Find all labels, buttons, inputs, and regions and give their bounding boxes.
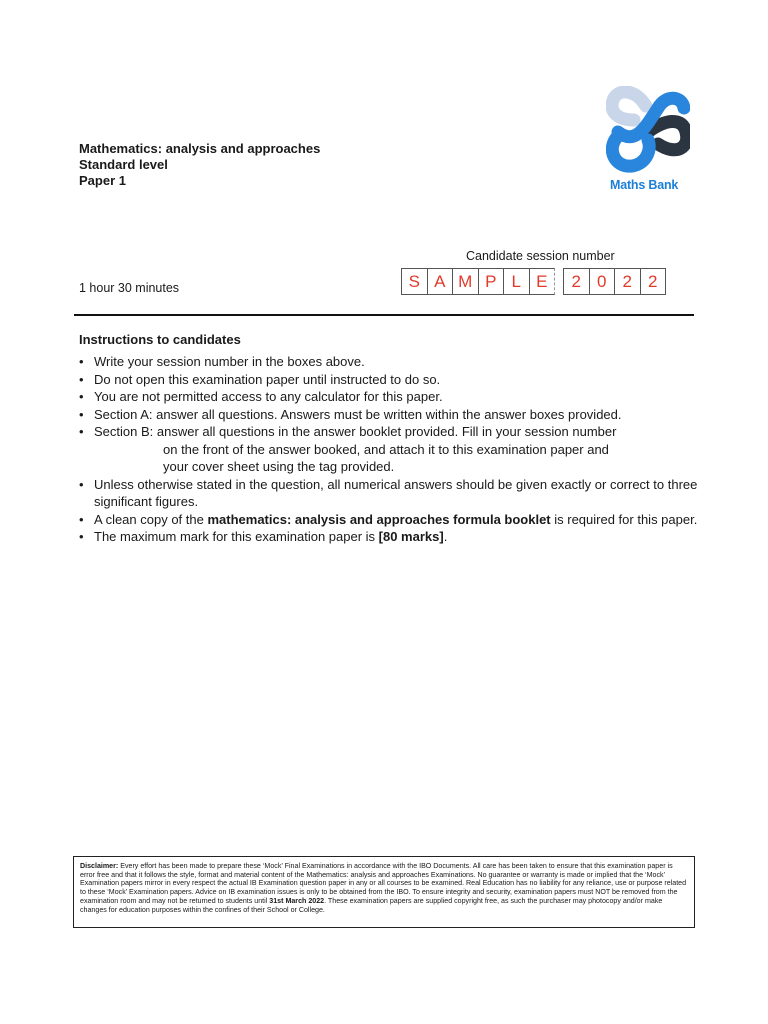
session-box: L (503, 268, 530, 295)
max-marks: [80 marks] (378, 529, 444, 544)
session-box: 0 (589, 268, 616, 295)
session-box: P (478, 268, 505, 295)
session-box: M (452, 268, 479, 295)
exam-duration: 1 hour 30 minutes (79, 281, 180, 295)
instruction-continuation: on the front of the answer booked, and attach it to this examination paper and (163, 441, 609, 457)
brand-name: Maths Bank (610, 178, 679, 192)
instructions-list (79, 353, 699, 546)
disclaimer-date: 31st March 2022 (269, 896, 325, 905)
session-box: 2 (640, 268, 667, 295)
instruction-item: • Section A: answer all questions. Answers must be written within the answer boxes provided. (79, 406, 699, 424)
session-number-boxes (401, 268, 665, 295)
session-box: 2 (614, 268, 641, 295)
instruction-item: • Write your session number in the boxes above. (79, 353, 699, 371)
instruction-item: • You are not permitted access to any calculator for this paper. (79, 388, 699, 406)
disclaimer-text: . These examination papers are supplied copyright free, as such the purchaser may photocopy and/or make changes for education purposes within the confines of their School or College. (80, 896, 663, 914)
disclaimer-box (73, 856, 695, 928)
instruction-item: • Do not open this examination paper until instructed to do so. (79, 371, 699, 389)
instruction-item: • A clean copy of the mathematics: analysis and approaches formula booklet is required for this paper. (79, 511, 699, 529)
paper-heading (79, 141, 320, 189)
session-box: A (427, 268, 454, 295)
paper-title: Paper 1 (79, 173, 126, 188)
instruction-item: • Unless otherwise stated in the question, all numerical answers should be given exactly or correct to three significant figures. (79, 476, 699, 511)
session-box: S (401, 268, 428, 295)
instruction-item: • The maximum mark for this examination paper is [80 marks]. (79, 528, 699, 546)
session-box-gap (554, 268, 563, 295)
subject-title: Mathematics: analysis and approaches (79, 141, 321, 156)
instructions-title: Instructions to candidates (79, 332, 241, 347)
session-box: E (529, 268, 556, 295)
disclaimer-label: Disclaimer: (80, 862, 119, 870)
disclaimer-text: Every effort has been made to prepare these ‘Mock’ Final Examinations in accordance with the IBO Documents. All care has been taken to ensure that this examination paper is error free and that it follows the style, format and material content of the Mathematics: analysis and approaches Examinations. No guarantee or warranty is made or implied that the ‘Mock’ Examination papers mirror in every respect the actual IB Examination question paper in any or all courses to be examined. Real Education has no liability for any reliance, use or purpose related to these ‘Mock’ Examination papers. Advice on IB examination issues is only to be obtained from the IBO. To ensure integrity and security, examination papers must NOT be removed from the examination room and may not be returned to students until (80, 862, 687, 905)
level-title: Standard level (79, 157, 168, 172)
instruction-continuation: your cover sheet using the tag provided. (163, 459, 395, 474)
instruction-item: • Section B: answer all questions in the answer booklet provided. Fill in your session number on the front of the answer booked, and attach it to this examination paper and your cover sheet using the tag provided. (79, 423, 699, 476)
session-number-label: Candidate session number (466, 249, 615, 263)
session-box: 2 (563, 268, 590, 295)
formula-booklet-name: mathematics: analysis and approaches formula booklet (207, 511, 551, 527)
header-divider (74, 314, 694, 316)
maths-bank-logo (600, 86, 696, 194)
infinity-knot-icon (606, 86, 690, 176)
